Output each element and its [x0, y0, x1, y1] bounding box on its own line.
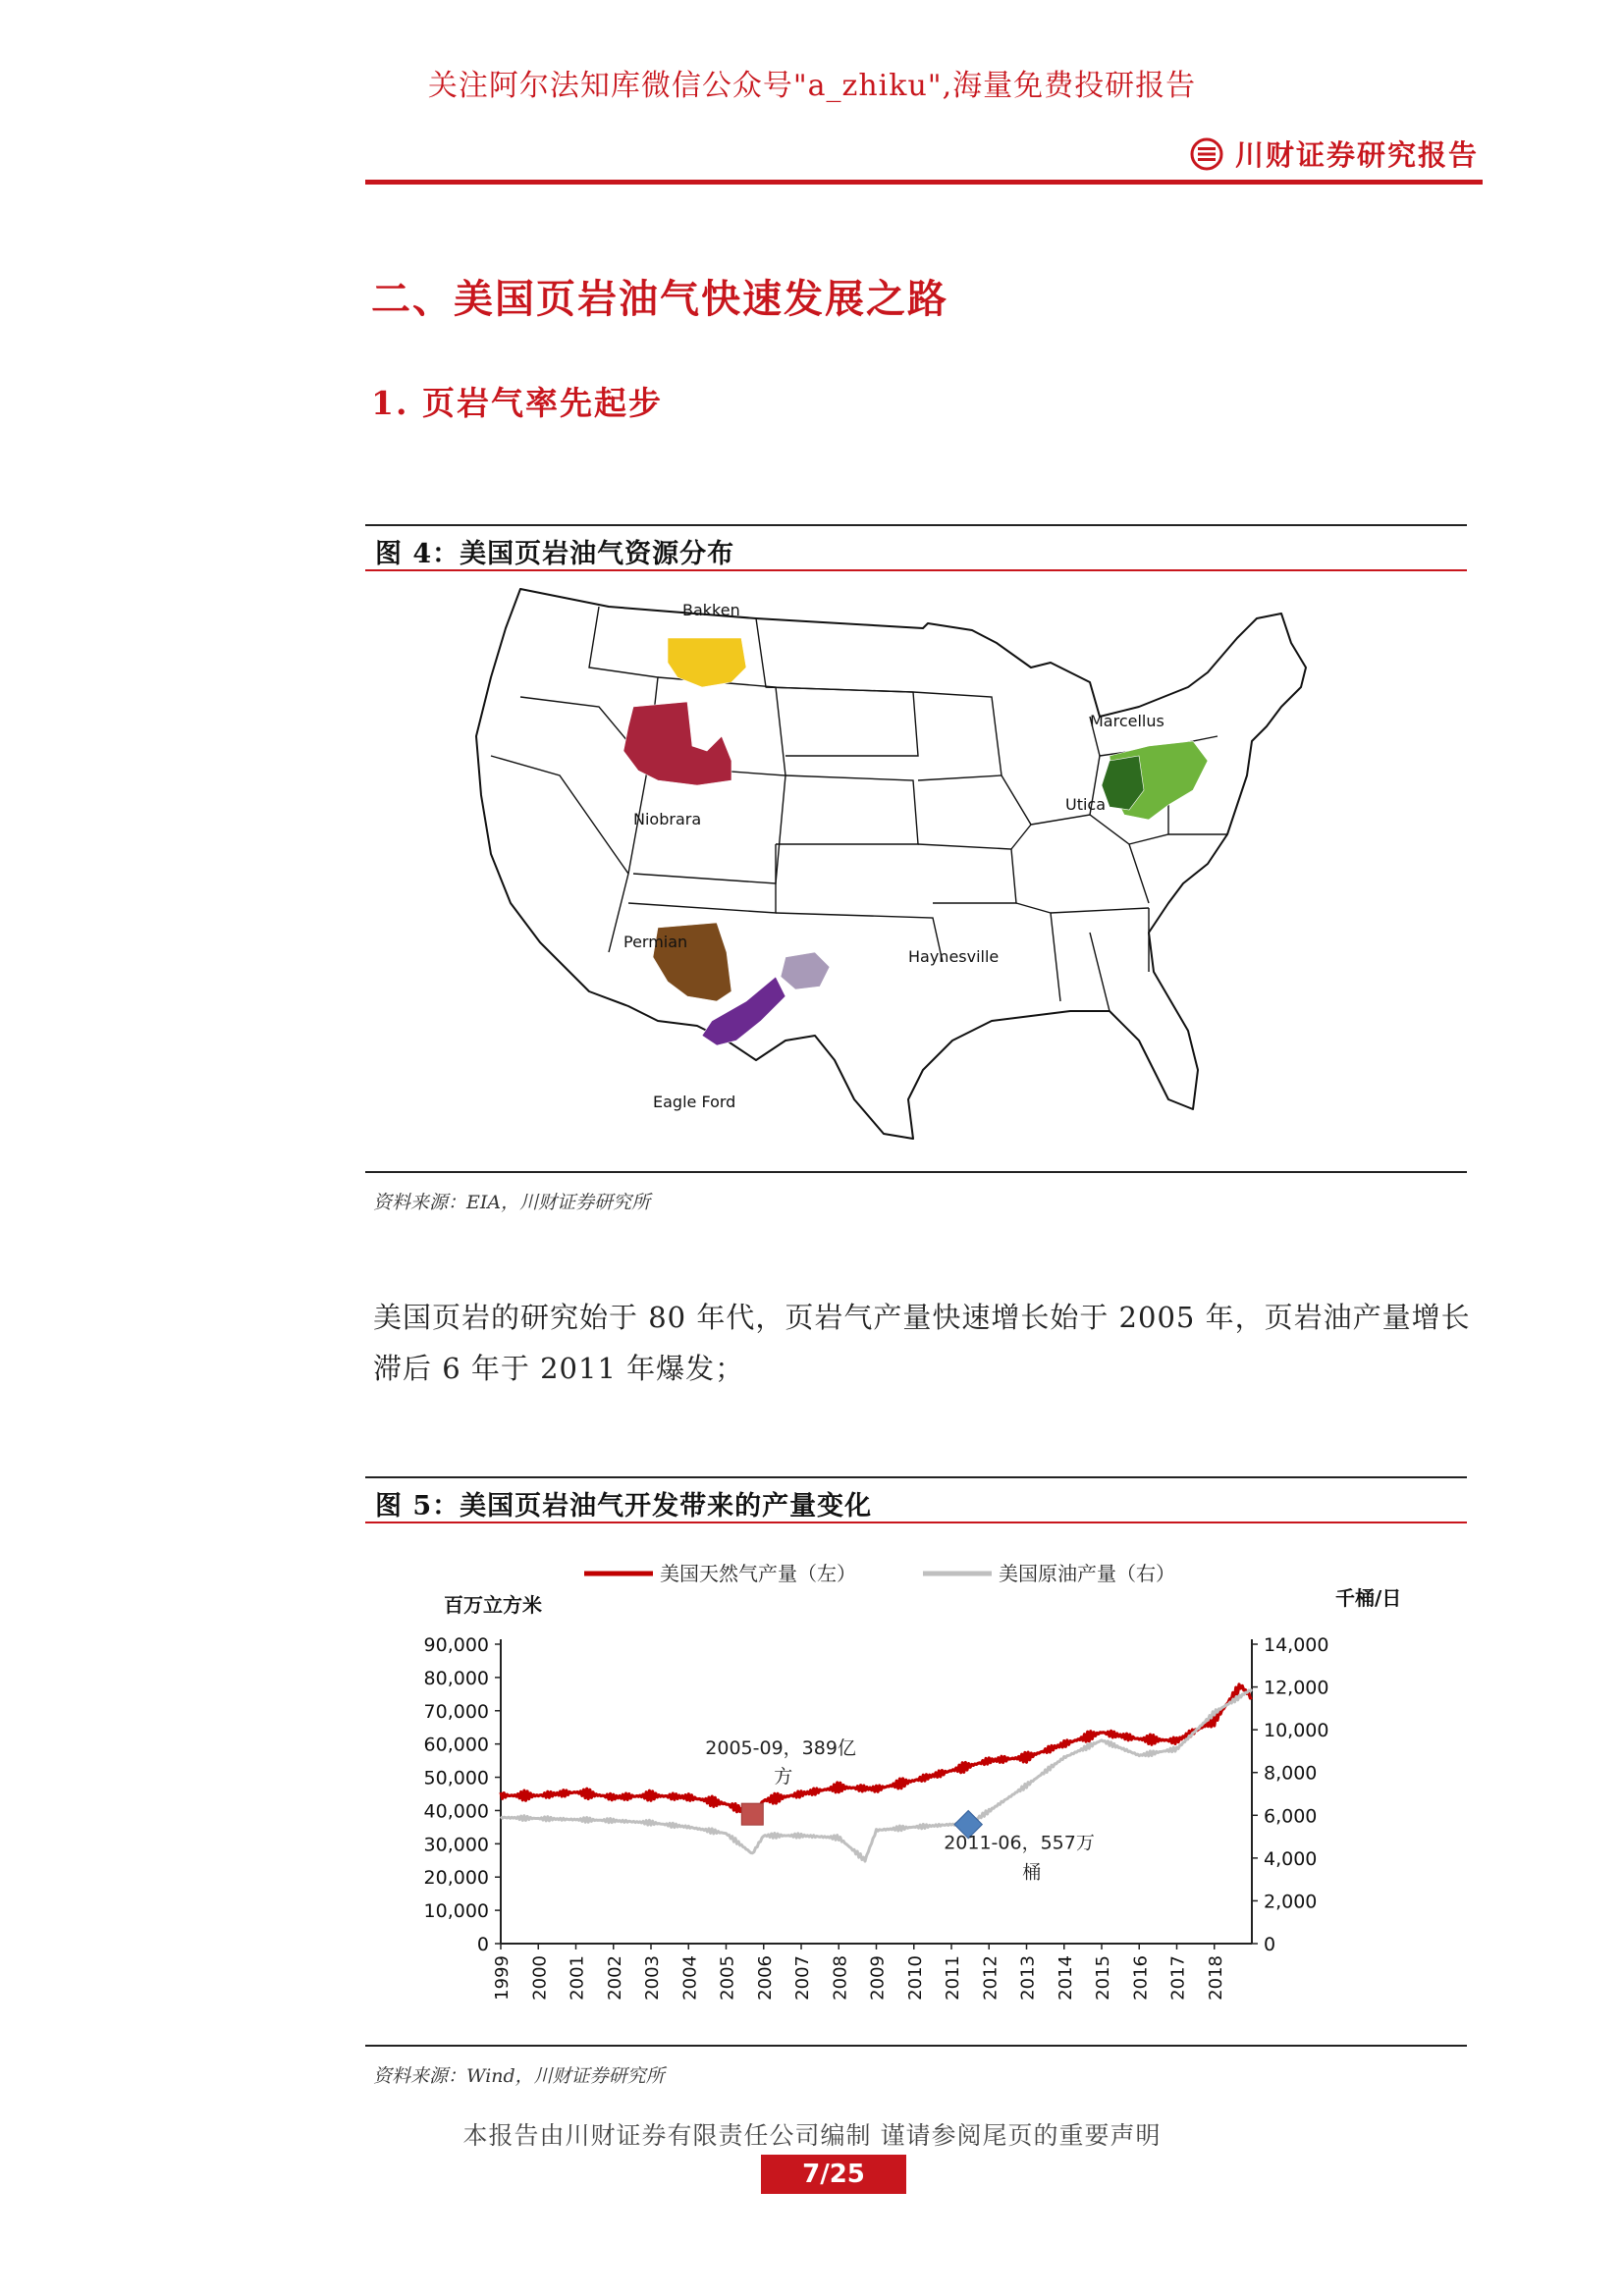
figure5-caption: 图 5：美国页岩油气开发带来的产量变化 — [375, 1491, 873, 1522]
right-axis-unit: 千桶/日 — [1335, 1586, 1402, 1610]
left-tick-label: 70,000 — [423, 1700, 489, 1723]
right-tick-label: 14,000 — [1264, 1634, 1329, 1656]
left-tick-label: 90,000 — [423, 1634, 489, 1656]
right-tick-label: 8,000 — [1264, 1762, 1318, 1785]
x-tick-label: 2006 — [754, 1955, 776, 2001]
figure4-bottom-rule — [365, 1171, 1467, 1173]
x-tick-label: 2012 — [980, 1955, 1001, 2001]
x-tick-label: 2015 — [1093, 1955, 1113, 2001]
sub-title: 1. 页岩气率先起步 — [371, 384, 663, 422]
left-tick-label: 60,000 — [423, 1734, 489, 1756]
right-tick-label: 10,000 — [1264, 1720, 1329, 1742]
x-tick-label: 2008 — [830, 1955, 851, 2001]
figure4-caption: 图 4：美国页岩油气资源分布 — [375, 539, 735, 569]
left-tick-label: 10,000 — [423, 1900, 489, 1923]
us-shale-map — [461, 579, 1365, 1168]
us-map-outline — [476, 589, 1306, 1139]
left-tick-label: 30,000 — [423, 1834, 489, 1856]
oil-production-line — [501, 1689, 1252, 1861]
body-paragraph: 美国页岩的研究始于 80 年代，页岩气产量快速增长始于 2005 年，页岩油产量增长滞后 6 年于 2011 年爆发； — [373, 1301, 1471, 1385]
label-haynesville: Haynesville — [908, 947, 1000, 966]
section-title: 二、美国页岩油气快速发展之路 — [371, 276, 948, 322]
x-tick-label: 2014 — [1055, 1955, 1076, 2001]
x-tick-label: 2000 — [529, 1955, 551, 2001]
figure5-bottom-rule — [365, 2045, 1467, 2047]
header-divider — [365, 180, 1483, 185]
left-tick-label: 0 — [476, 1934, 489, 1955]
x-tick-label: 2009 — [867, 1955, 889, 2001]
x-tick-label: 2003 — [642, 1955, 663, 2001]
oil-annotation-label: 2011-06，557万 — [944, 1832, 1095, 1854]
left-tick-label: 40,000 — [423, 1800, 489, 1823]
right-tick-label: 0 — [1264, 1934, 1276, 1955]
chart-annotations — [705, 1737, 1095, 1883]
promo-banner: 关注阿尔法知库微信公众号"a_zhiku",海量免费投研报告 — [427, 69, 1197, 103]
right-tick-label: 6,000 — [1264, 1805, 1318, 1828]
x-tick-label: 2004 — [679, 1955, 701, 2001]
footer-disclaimer: 本报告由川财证券有限责任公司编制 谨请参阅尾页的重要声明 — [462, 2121, 1162, 2150]
left-tick-label: 50,000 — [423, 1767, 489, 1789]
left-axis-unit: 百万立方米 — [444, 1593, 542, 1617]
figure4-caption-rule — [365, 569, 1467, 571]
left-tick-label: 20,000 — [423, 1867, 489, 1890]
right-tick-label: 2,000 — [1264, 1891, 1318, 1913]
page-number: 7/25 — [761, 2155, 906, 2194]
right-tick-label: 4,000 — [1264, 1847, 1318, 1870]
gas-annotation-label: 2005-09，389亿 — [705, 1737, 856, 1760]
x-tick-label: 2016 — [1130, 1955, 1152, 2001]
production-chart — [373, 1551, 1473, 2042]
label-utica: Utica — [1065, 795, 1107, 814]
x-tick-label: 1999 — [492, 1955, 513, 2001]
x-tick-label: 2010 — [904, 1955, 926, 2001]
x-tick-label: 2018 — [1205, 1955, 1226, 2001]
gas-annotation-marker — [741, 1803, 763, 1825]
right-tick-label: 12,000 — [1264, 1677, 1329, 1699]
figure4-top-rule — [365, 524, 1467, 526]
x-tick-label: 2001 — [567, 1955, 588, 2001]
label-bakken: Bakken — [682, 601, 740, 619]
label-niobrara: Niobrara — [633, 810, 702, 828]
chart-lines — [501, 1684, 1252, 1861]
x-tick-label: 2011 — [943, 1955, 963, 2001]
label-eagle-ford: Eagle Ford — [653, 1093, 736, 1111]
figure5-top-rule — [365, 1476, 1467, 1478]
brand-name: 川财证券研究报告 — [1234, 138, 1479, 172]
chart-legend — [584, 1562, 1175, 1585]
figure5-source: 资料来源：Wind，川财证券研究所 — [373, 2065, 665, 2087]
x-tick-label: 2002 — [604, 1955, 625, 2001]
x-tick-label: 2013 — [1017, 1955, 1039, 2001]
x-tick-label: 2005 — [717, 1955, 738, 2001]
legend-label-oil: 美国原油产量（右） — [999, 1562, 1175, 1585]
left-tick-label: 80,000 — [423, 1667, 489, 1689]
brand-header — [1190, 133, 1479, 174]
label-marcellus: Marcellus — [1090, 712, 1164, 730]
label-permian: Permian — [623, 933, 688, 951]
figure4-source: 资料来源：EIA，川财证券研究所 — [373, 1192, 651, 1213]
x-tick-label: 2007 — [792, 1955, 813, 2001]
gas-annotation-label-unit: 方 — [774, 1766, 793, 1789]
gas-production-line — [501, 1684, 1252, 1815]
oil-annotation-label-unit: 桶 — [1022, 1861, 1042, 1884]
x-tick-label: 2017 — [1167, 1955, 1189, 2001]
legend-label-gas: 美国天然气产量（左） — [660, 1562, 856, 1585]
brand-logo-icon — [1190, 137, 1223, 171]
figure5-caption-rule — [365, 1522, 1467, 1523]
